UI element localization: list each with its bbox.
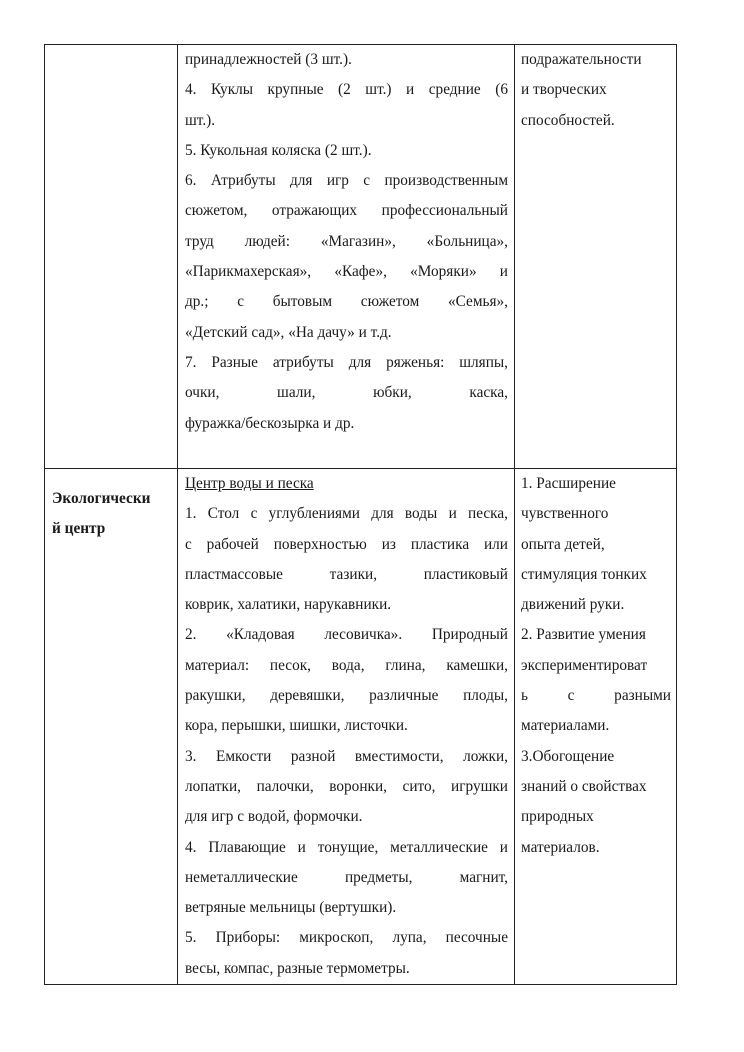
content-line: кора, перышки, шишки, листочки. — [185, 717, 408, 735]
content-line: коврик, халатики, нарукавники. — [185, 596, 392, 614]
center-title-line: Экологически — [52, 490, 151, 507]
table-row — [45, 469, 677, 985]
content-line: 4. Плавающие и тонущие, металлические и — [185, 838, 508, 856]
goal-line: ь с разными — [521, 687, 671, 705]
goal-cell — [515, 469, 677, 985]
content-line: Центр воды и песка — [185, 475, 314, 492]
content-line: 3. Емкости разной вместимости, ложки, — [185, 747, 508, 765]
content-cell — [178, 469, 515, 985]
content-line: 6. Атрибуты для игр с производственным — [185, 172, 508, 190]
goal-line: движений руки. — [521, 596, 625, 614]
center-name-cell — [45, 45, 178, 469]
content-line: 7. Разные атрибуты для ряженья: шляпы, — [185, 353, 508, 371]
content-line: фуражка/бескозырка и др. — [185, 414, 355, 432]
content-line: весы, компас, разные термометры. — [185, 959, 410, 977]
content-line: принадлежностей (3 шт.). — [185, 51, 352, 68]
content-line: ветряные мельницы (вертушки). — [185, 899, 397, 917]
content-line: труд людей: «Магазин», «Больница», — [185, 232, 508, 250]
content-cell — [178, 45, 515, 469]
content-line: сюжетом, отражающих профессиональный — [185, 202, 508, 220]
content-line: ракушки, деревяшки, различные плоды, — [185, 687, 508, 705]
goal-line: материалов. — [521, 838, 600, 856]
content-line: лопатки, палочки, воронки, сито, игрушки — [185, 777, 508, 795]
content-line: 4. Куклы крупные (2 шт.) и средние (6 — [185, 81, 508, 99]
goal-line: подражательности — [521, 51, 642, 68]
content-line: «Детский сад», «На дачу» и т.д. — [185, 323, 392, 341]
content-line: очки, шали, юбки, каска, — [185, 384, 508, 402]
content-line: шт.). — [185, 111, 216, 129]
content-line: «Парикмахерская», «Кафе», «Моряки» и — [185, 263, 508, 281]
content-line: 5. Приборы: микроскоп, лупа, песочные — [185, 929, 508, 947]
content-line: для игр с водой, формочки. — [185, 808, 363, 826]
center-name-cell — [45, 469, 178, 985]
content-line: 1. Стол с углублениями для воды и песка, — [185, 505, 508, 523]
goal-line: и творческих — [521, 81, 607, 99]
goal-line: материалами. — [521, 717, 610, 735]
goal-line: чувственного — [521, 505, 609, 523]
goal-line: знаний о свойствах — [521, 777, 647, 795]
content-line: материал: песок, вода, глина, камешки, — [185, 656, 508, 674]
center-title-line: й центр — [52, 520, 106, 538]
table-row — [45, 45, 677, 469]
goal-line: природных — [521, 808, 594, 826]
goal-line: экспериментироват — [521, 656, 648, 674]
content-line: др.; с бытовым сюжетом «Семья», — [185, 293, 508, 311]
goal-cell — [515, 45, 677, 469]
content-line: 2. «Кладовая лесовичка». Природный — [185, 626, 508, 644]
goal-line: 2. Развитие умения — [521, 626, 646, 644]
content-line: с рабочей поверхностью из пластика или — [185, 535, 508, 553]
content-line: пластмассовые тазики, пластиковый — [185, 565, 508, 583]
content-line: неметаллические предметы, магнит, — [185, 868, 508, 886]
equipment-table — [44, 44, 677, 985]
goal-line: 3.Обогощение — [521, 747, 615, 765]
goal-line: стимуляция тонких — [521, 565, 647, 583]
goal-line: опыта детей, — [521, 535, 605, 553]
content-line: 5. Кукольная коляска (2 шт.). — [185, 141, 372, 159]
goal-line: 1. Расширение — [521, 475, 616, 492]
goal-line: способностей. — [521, 111, 615, 129]
